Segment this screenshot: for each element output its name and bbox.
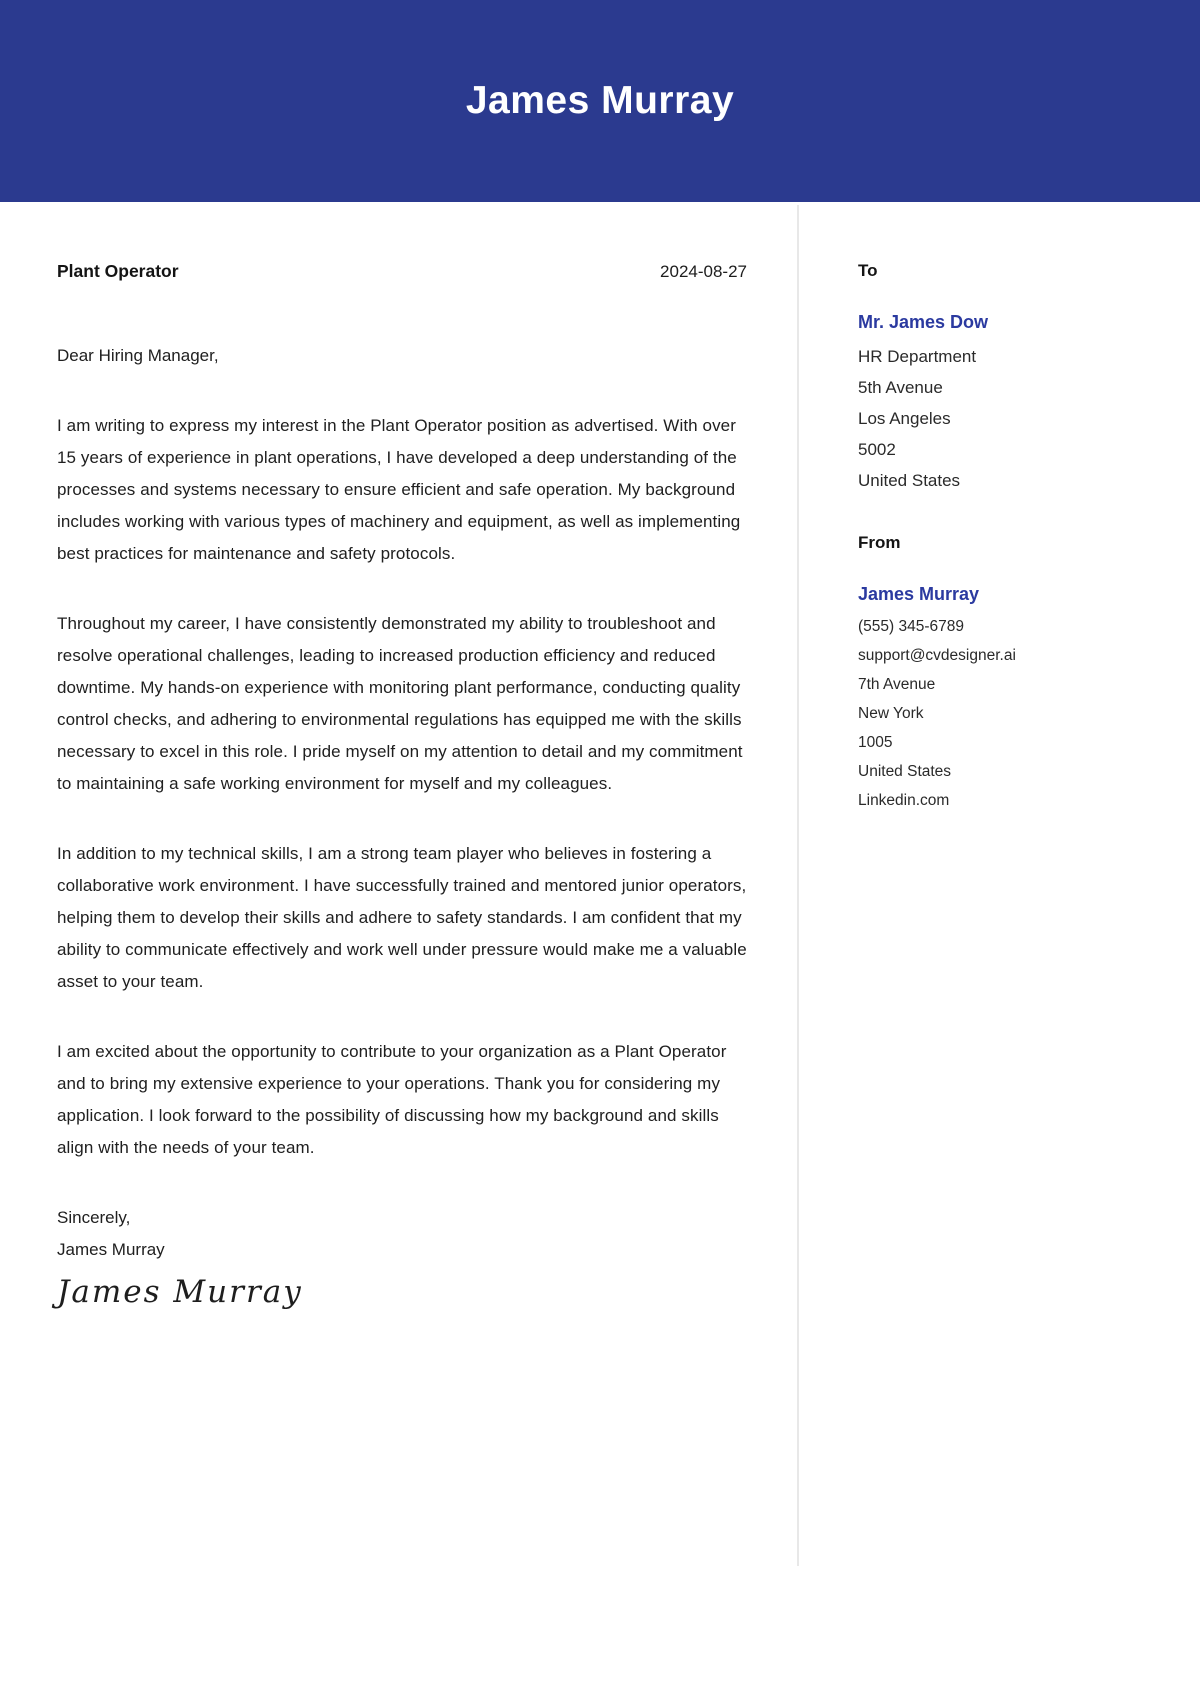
sender-email: support@cvdesigner.ai — [858, 647, 1016, 664]
to-section — [858, 259, 1143, 496]
job-title: Plant Operator — [57, 261, 179, 281]
content-area — [0, 202, 1200, 1566]
body-paragraph-1: I am writing to express my interest in the Plant Operator position as advertised. With over 15 years of experience in plant operations, I have developed a deep understanding of the processes and systems necessary to ensure efficient and safe operation. My background includes working with various types of machinery and equipment, as well as implementing best practices for maintenance and safety protocols. — [57, 416, 741, 563]
recipient-address-line: 5002 — [858, 440, 896, 459]
recipient-name-link[interactable]: Mr. James Dow — [858, 312, 989, 332]
sidebar — [858, 259, 1143, 815]
sender-name-link[interactable]: James Murray — [858, 584, 980, 604]
recipient-address-line: Los Angeles — [858, 409, 951, 428]
sender-contact — [858, 612, 1143, 815]
vertical-divider — [797, 205, 799, 1566]
sender-address-line: 7th Avenue — [858, 676, 936, 693]
from-section — [858, 531, 1143, 815]
title-row — [57, 259, 747, 284]
signer-name: James Murray — [57, 1240, 165, 1259]
header-name: James Murray — [465, 79, 735, 122]
body-paragraph-2: Throughout my career, I have consistently demonstrated my ability to troubleshoot and resolve operational challenges, leading to increased production efficiency and reduced downtime. My hands-on experience with monitoring plant performance, conducting quality control checks, and adhering to environmental regulations has equipped me with the skills necessary to excel in this role. I pride myself on my attention to detail and my commitment to maintaining a safe working environment for myself and my colleagues. — [57, 614, 743, 793]
recipient-address-line: 5th Avenue — [858, 378, 943, 397]
sender-address-line: New York — [858, 705, 924, 722]
sender-phone: (555) 345-6789 — [858, 618, 964, 635]
letter-body — [57, 259, 747, 1310]
sender-address-line: United States — [858, 763, 952, 780]
signature-script: James Murray — [57, 1274, 303, 1310]
sender-linkedin: Linkedin.com — [858, 792, 950, 809]
recipient-address-line: United States — [858, 471, 961, 490]
header-band — [0, 0, 1200, 202]
closing-word: Sincerely, — [57, 1208, 131, 1227]
closing-block — [57, 1202, 747, 1266]
salutation: Dear Hiring Manager, — [57, 346, 219, 365]
sender-address-line: 1005 — [858, 734, 893, 751]
body-paragraph-4: I am excited about the opportunity to contribute to your organization as a Plant Operator and to bring my extensive experience to your operations. Thank you for considering my application. I look forward to the possibility of discussing how my background and skills align with the needs of your team. — [57, 1042, 727, 1157]
to-label: To — [858, 261, 878, 280]
body-paragraph-3: In addition to my technical skills, I am a strong team player who believes in fostering a collaborative work environment. I have successfully trained and mentored junior operators, helping them to develop their skills and adhere to safety standards. I am confident that my ability to communicate effectively and work well under pressure would make me a valuable asset to your team. — [57, 844, 747, 991]
recipient-address-line: HR Department — [858, 347, 977, 366]
from-label: From — [858, 533, 901, 552]
letter-date: 2024-08-27 — [660, 262, 747, 281]
recipient-address — [858, 341, 1143, 496]
